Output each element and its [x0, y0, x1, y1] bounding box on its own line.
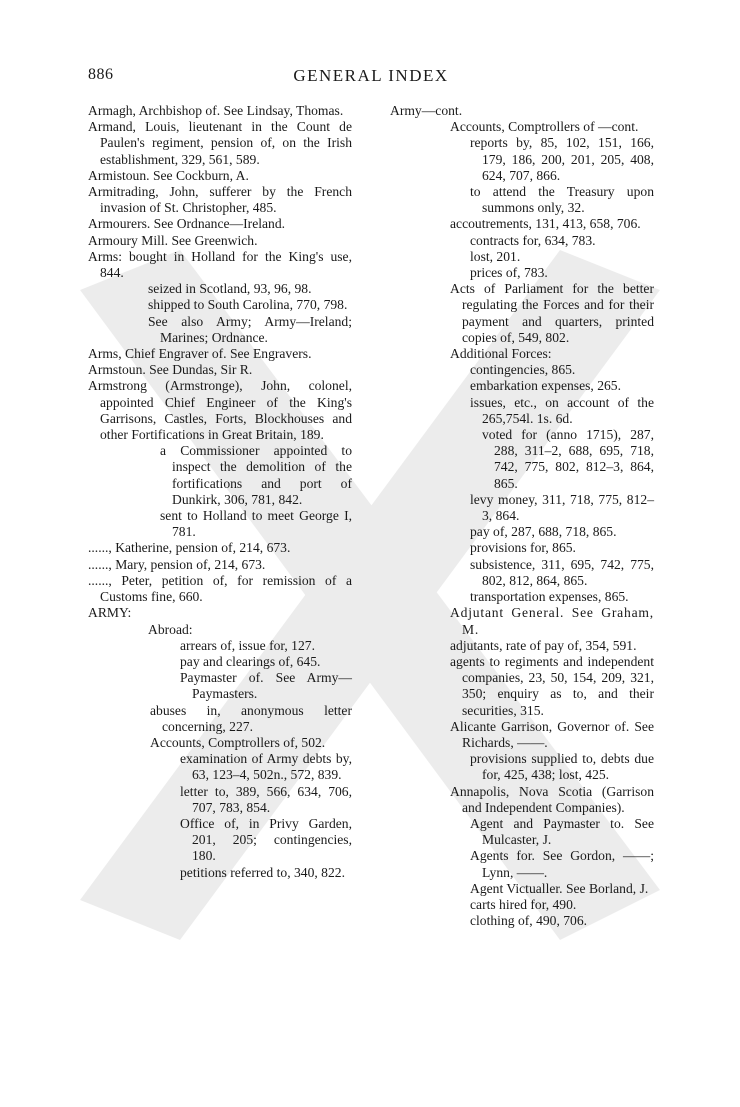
index-entry: Armistoun. See Cockburn, A.: [88, 167, 249, 183]
index-entry: Armagh, Archbishop of. See Lindsay, Thomas.: [88, 103, 344, 118]
index-subentry: subsistence, 311, 695, 742, 775, 802, 812, 864, 865.: [470, 556, 654, 588]
index-subentry: accoutrements, 131, 413, 658, 706.: [450, 216, 641, 232]
index-heading-army-cont: Army—cont.: [390, 103, 463, 118]
index-subentry: prices of, 783.: [470, 265, 548, 281]
index-subentry: Alicante Garrison, Governor of. See Richards, ——.: [450, 718, 654, 750]
index-entry: Arms, Chief Engraver of. See Engravers.: [88, 346, 312, 362]
index-column-right: [390, 103, 654, 929]
page-header: [88, 66, 654, 90]
index-entry: Armourers. See Ordnance—Ireland.: [88, 216, 286, 232]
index-subentry: Acts of Parliament for the better regulating the Forces and for their payment and quarters, printed copies of, 549, 802.: [450, 281, 654, 345]
index-subentry: Agents for. See Gordon, ——; Lynn, ——.: [470, 848, 654, 880]
index-entry: Armoury Mill. See Greenwich.: [88, 232, 258, 248]
index-entry: Armitrading, John, sufferer by the French invasion of St. Christopher, 485.: [88, 184, 352, 216]
index-subheading: Abroad:: [148, 621, 193, 637]
index-subentry: a Commissioner appointed to inspect the demolition of the fortifications and port of Dunkirk, 306, 781, 842.: [160, 443, 352, 507]
index-subentry: Paymaster of. See Army—Paymasters.: [180, 670, 352, 702]
index-subentry: provisions for, 865.: [470, 540, 576, 556]
index-subentry: abuses in, anonymous letter concerning, 227.: [150, 702, 352, 734]
index-subentry: provisions supplied to, debts due for, 425, 438; lost, 425.: [470, 751, 654, 783]
index-subentry: examination of Army debts by, 63, 123–4, 502n., 572, 839.: [180, 751, 352, 783]
index-subentry: carts hired for, 490.: [470, 896, 577, 912]
index-subentry: shipped to South Carolina, 770, 798.: [148, 297, 348, 313]
index-subentry: Annapolis, Nova Scotia (Garrison and Independent Companies).: [450, 783, 654, 815]
index-entry: ......, Peter, petition of, for remission of a Customs fine, 660.: [88, 572, 352, 605]
index-subentry: petitions referred to, 340, 822.: [180, 864, 345, 880]
index-subentry: Agent Victualler. See Borland, J.: [470, 880, 649, 896]
index-subentry: sent to Holland to meet George I, 781.: [160, 508, 352, 540]
index-subentry: contingencies, 865.: [470, 362, 576, 378]
index-subentry: voted for (anno 1715), 287, 288, 311–2, 688, 695, 718, 742, 775, 802, 812–3, 864, 865.: [482, 427, 654, 491]
index-entry: Armstrong (Armstronge), John, colonel, appointed Chief Engineer of the King's Garrisons, Castles, Forts, Blockhouses and other Fortifications in Great Britain, 189.: [88, 378, 352, 443]
index-subentry: Adjutant General. See Graham, M.: [450, 605, 654, 637]
index-subheading: Additional Forces:: [450, 346, 552, 362]
index-subentry: levy money, 311, 718, 775, 812–3, 864.: [470, 491, 654, 524]
index-subentry: Accounts, Comptrollers of, 502.: [150, 734, 326, 750]
index-subentry: seized in Scotland, 93, 96, 98.: [148, 281, 312, 297]
index-heading-army: ARMY:: [88, 605, 132, 621]
index-subentry: See also Army; Army—Ireland; Marines; Ordnance.: [148, 313, 352, 345]
index-subentry: agents to regiments and independent companies, 23, 50, 154, 209, 321, 350; enquiry as to, and their securities, 315.: [450, 653, 654, 718]
index-subentry: pay of, 287, 688, 718, 865.: [470, 524, 617, 540]
index-subentry: arrears of, issue for, 127.: [180, 637, 315, 653]
index-subentry: reports by, 85, 102, 151, 166, 179, 186, 200, 201, 205, 408, 624, 707, 866.: [470, 135, 654, 183]
index-subentry: letter to, 389, 566, 634, 706, 707, 783, 854.: [180, 783, 352, 815]
index-subentry: embarkation expenses, 265.: [470, 378, 621, 394]
index-entry: Armstoun. See Dundas, Sir R.: [88, 362, 253, 378]
index-entry: ......, Katherine, pension of, 214, 673.: [88, 540, 291, 556]
index-subentry: to attend the Treasury upon summons only, 32.: [470, 184, 654, 216]
index-subheading: Accounts, Comptrollers of —cont.: [450, 119, 639, 135]
index-entry: ......, Mary, pension of, 214, 673.: [88, 556, 266, 572]
index-subentry: clothing of, 490, 706.: [470, 913, 588, 929]
index-subentry: issues, etc., on account of the 265,754l. 1s. 6d.: [470, 394, 654, 426]
index-subentry: contracts for, 634, 783.: [470, 232, 596, 248]
index-subentry: lost, 201.: [470, 248, 521, 264]
index-subentry: pay and clearings of, 645.: [180, 653, 321, 669]
page-number: 886: [88, 66, 114, 83]
index-subentry: transportation expenses, 865.: [470, 589, 629, 605]
index-entry: Armand, Louis, lieutenant in the Count de Paulen's regiment, pension of, on the Irish establishment, 329, 561, 589.: [88, 119, 352, 167]
index-subentry: Agent and Paymaster to. See Mulcaster, J.: [470, 815, 654, 848]
index-entry: Arms: bought in Holland for the King's use, 844.: [88, 248, 352, 281]
index-subentry: adjutants, rate of pay of, 354, 591.: [450, 637, 637, 653]
index-subentry: Office of, in Privy Garden, 201, 205; contingencies, 180.: [180, 815, 352, 864]
running-title: GENERAL INDEX: [293, 66, 449, 85]
index-column-left: [88, 103, 352, 881]
